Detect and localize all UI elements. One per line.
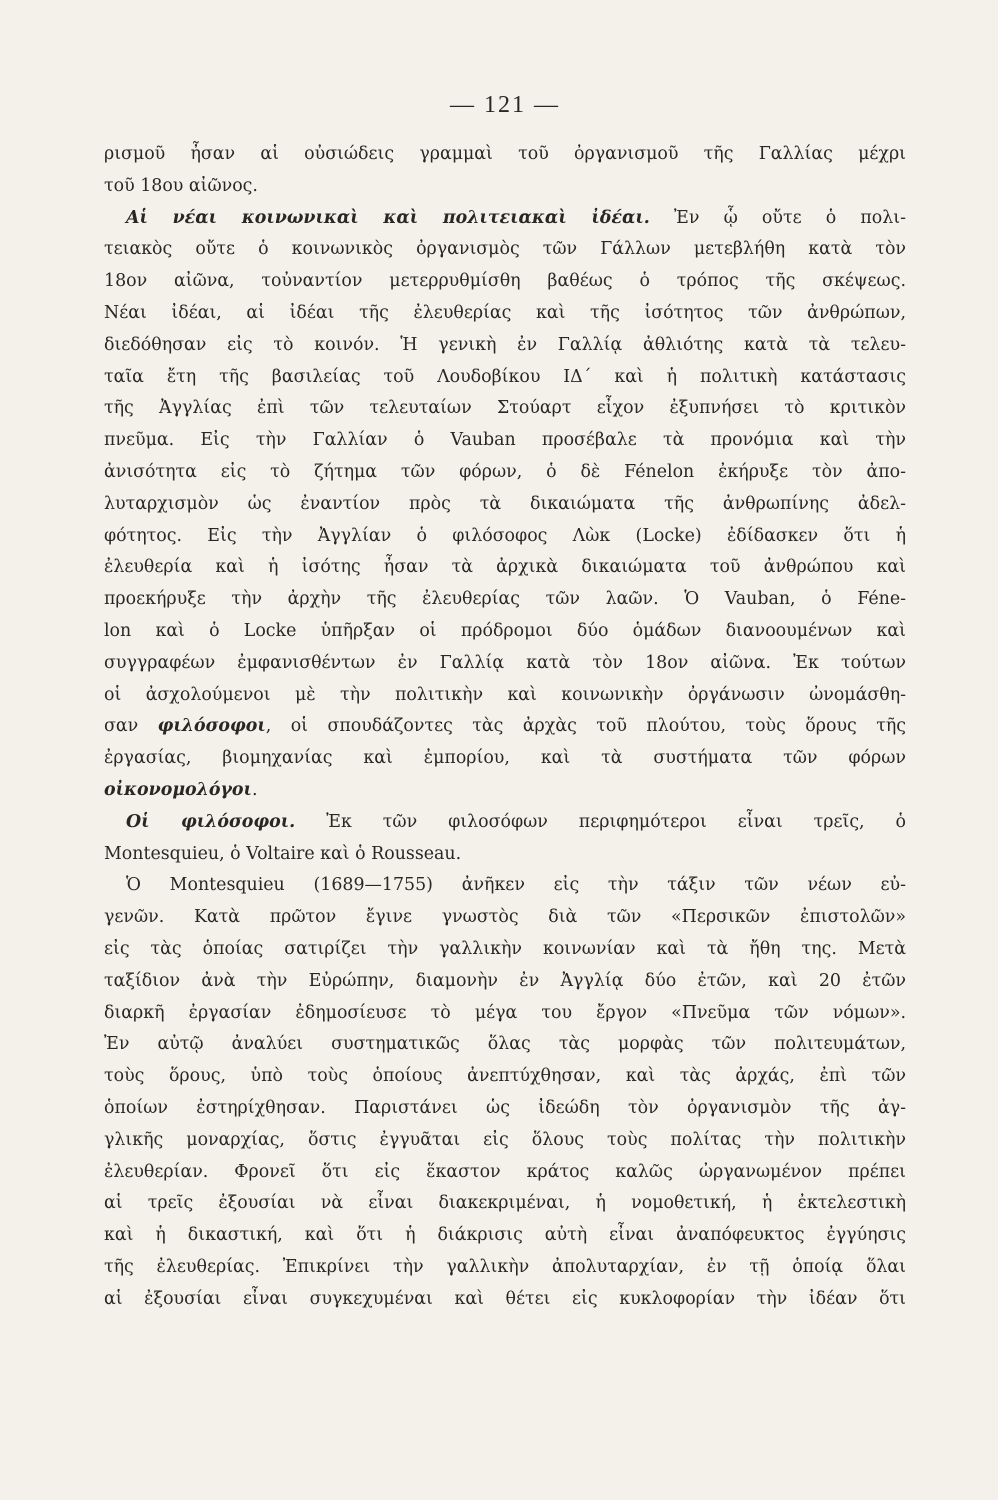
text-line: Ὁ Montesquieu (1689—1755) ἀνῆκεν εἰς τὴν τάξιν τῶν νέων εὐ-: [126, 875, 906, 896]
text-line: αἱ ἐξουσίαι εἶναι συγκεχυμέναι καὶ θέτει εἰς κυκλοφορίαν τὴν ἰδέαν ὅτι: [104, 1288, 906, 1309]
text-line: ταῖα ἔτη τῆς βασιλείας τοῦ Λουδοβίκου ΙΔ΄ καὶ ἡ πολιτικὴ κατάστασις: [104, 366, 906, 387]
text-line: 18ον αἰῶνα, τοὐναντίον μετερρυθμίσθη βαθέως ὁ τρόπος τῆς σκέψεως.: [104, 271, 906, 292]
text-line: διεδόθησαν εἰς τὸ κοινόν. Ἡ γενικὴ ἐν Γαλλίᾳ ἀθλιότης κατὰ τὰ τελευ-: [104, 334, 906, 355]
text-line: [104, 807, 906, 839]
text-line: ἐργασίας, βιομηχανίας καὶ ἐμπορίου, καὶ τὰ συστήματα τῶν φόρων: [104, 748, 906, 769]
text-line: συγγραφέων ἐμφανισθέντων ἐν Γαλλίᾳ κατὰ τὸν 18ον αἰῶνα. Ἐκ τούτων: [104, 652, 906, 673]
text-fragment: Ἐκ τῶν φιλοσόφων περιφημότεροι εἶναι τρεῖς, ὁ: [326, 811, 906, 832]
text-line: τειακὸς οὔτε ὁ κοινωνικὸς ὀργανισμὸς τῶν Γάλλων μετεβλήθη κατὰ τὸν: [104, 239, 906, 260]
text-line: καὶ ἡ δικαστική, καὶ ὅτι ἡ διάκρισις αὐτὴ εἶναι ἀναπόφευκτος ἐγγύησις: [104, 1225, 906, 1246]
text-line: [104, 775, 906, 807]
text-line: τοὺς ὅρους, ὑπὸ τοὺς ὁποίους ἀνεπτύχθησαν, καὶ τὰς ἀρχάς, ἐπὶ τῶν: [104, 1066, 906, 1087]
text-fragment: Ἐν ᾧ οὔτε ὁ πολι-: [674, 207, 906, 228]
text-line: οἱ ἀσχολούμενοι μὲ τὴν πολιτικὴν καὶ κοινωνικὴν ὀργάνωσιν ὠνομάσθη-: [104, 684, 906, 705]
text-line: αἱ τρεῖς ἐξουσίαι νὰ εἶναι διακεκριμέναι, ἡ νομοθετική, ἡ ἐκτελεστικὴ: [104, 1193, 906, 1214]
text-line: φότητος. Εἰς τὴν Ἀγγλίαν ὁ φιλόσοφος Λὼκ (Locke) ἐδίδασκεν ὅτι ἡ: [104, 525, 906, 546]
text-line: Ἐν αὐτῷ ἀναλύει συστηματικῶς ὅλας τὰς μορφὰς τῶν πολιτευμάτων,: [104, 1034, 906, 1055]
text-line: τοῦ 18ου αἰῶνος.: [104, 175, 258, 196]
text-line: λυταρχισμὸν ὡς ἐναντίον πρὸς τὰ δικαιώματα τῆς ἀνθρωπίνης ἀδελ-: [104, 493, 906, 514]
text-line: ρισμοῦ ἦσαν αἱ οὐσιώδεις γραμμαὶ τοῦ ὀργανισμοῦ τῆς Γαλλίας μέχρι: [104, 144, 906, 164]
text-line: ἀνισότητα εἰς τὸ ζήτημα τῶν φόρων, ὁ δὲ Fénelon ἐκήρυξε τὸν ἀπο-: [104, 461, 906, 482]
text-line: ἐλευθερίαν. Φρονεῖ ὅτι εἰς ἕκαστον κράτος καλῶς ὠργανωμένον πρέπει: [104, 1161, 906, 1182]
text-line: τῆς ἐλευθερίας. Ἐπικρίνει τὴν γαλλικὴν ἀπολυταρχίαν, ἐν τῇ ὁποίᾳ ὅλαι: [104, 1256, 906, 1277]
text-line: πνεῦμα. Εἰς τὴν Γαλλίαν ὁ Vauban προσέβαλε τὰ προνόμια καὶ τὴν: [104, 430, 906, 451]
text-line: Νέαι ἰδέαι, αἱ ἰδέαι τῆς ἐλευθερίας καὶ τῆς ἰσότητος τῶν ἀνθρώπων,: [104, 302, 906, 323]
text-line: Montesquieu, ὁ Voltaire καὶ ὁ Rousseau.: [104, 843, 462, 864]
body-text: [104, 139, 906, 1315]
text-line: εἰς τὰς ὁποίας σατιρίζει τὴν γαλλικὴν κοινωνίαν καὶ τὰ ἤθη της. Μετὰ: [104, 938, 906, 959]
text-line: [104, 711, 906, 743]
text-fragment: .: [251, 779, 258, 800]
text-fragment: σαν: [104, 716, 139, 737]
emphasized-term: φιλόσοφοι: [157, 716, 266, 737]
section-heading: Οἱ φιλόσοφοι.: [126, 811, 296, 832]
text-line: γλικῆς μοναρχίας, ὅστις ἐγγυᾶται εἰς ὅλους τοὺς πολίτας τὴν πολιτικὴν: [104, 1129, 906, 1150]
text-line: γενῶν. Κατὰ πρῶτον ἔγινε γνωστὸς διὰ τῶν «Περσικῶν ἐπιστολῶν»: [104, 907, 906, 928]
text-line: ταξίδιον ἀνὰ τὴν Εὐρώπην, διαμονὴν ἐν Ἀγγλίᾳ δύο ἐτῶν, καὶ 20 ἐτῶν: [104, 970, 906, 991]
text-line: [104, 203, 906, 235]
text-line: ἐλευθερία καὶ ἡ ἰσότης ἦσαν τὰ ἀρχικὰ δικαιώματα τοῦ ἀνθρώπου καὶ: [104, 557, 906, 578]
text-line: ὁποίων ἐστηρίχθησαν. Παριστάνει ὡς ἰδεώδη τὸν ὀργανισμὸν τῆς ἀγ-: [104, 1097, 906, 1118]
text-fragment: , οἱ σπουδάζοντες τὰς ἀρχὰς τοῦ πλούτου, τοὺς ὅρους τῆς: [265, 716, 906, 737]
text-line: lon καὶ ὁ Locke ὑπῆρξαν οἱ πρόδρομοι δύο ὁμάδων διανοουμένων καὶ: [104, 620, 906, 641]
text-line: διαρκῆ ἐργασίαν ἐδημοσίευσε τὸ μέγα του ἔργον «Πνεῦμα τῶν νόμων».: [104, 1002, 906, 1023]
emphasized-term: οἰκονομολόγοι: [104, 779, 252, 800]
section-heading: Αἱ νέαι κοινωνικαὶ καὶ πολιτειακαὶ ἰδέαι.: [126, 207, 650, 228]
page-number: — 121 —: [450, 92, 560, 118]
text-line: τῆς Ἀγγλίας ἐπὶ τῶν τελευταίων Στούαρτ εἶχον ἐξυπνήσει τὸ κριτικὸν: [104, 398, 906, 419]
text-line: προεκήρυξε τὴν ἀρχὴν τῆς ἐλευθερίας τῶν λαῶν. Ὁ Vauban, ὁ Féne-: [104, 589, 906, 610]
